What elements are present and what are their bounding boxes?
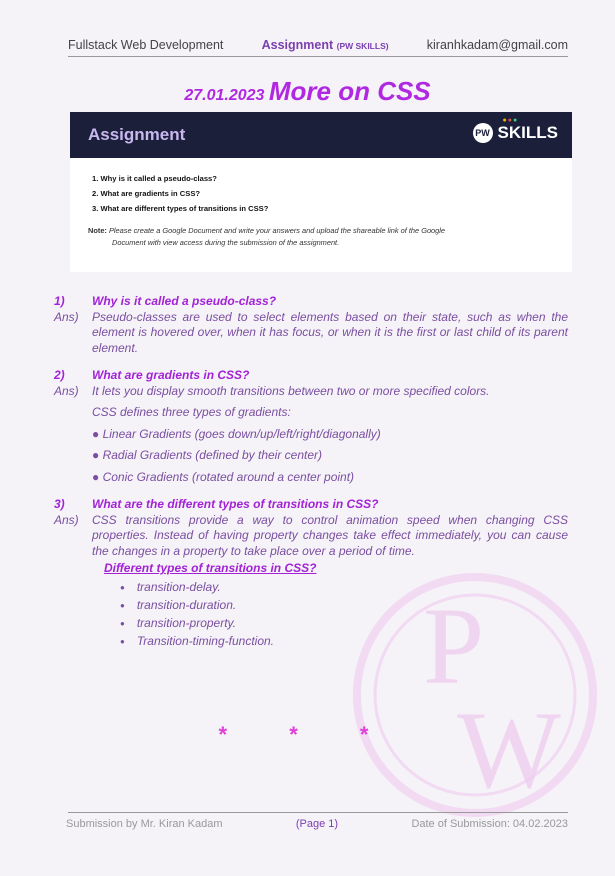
submitted-by: Submission by Mr. Kiran Kadam (66, 818, 223, 830)
transitions-list (54, 579, 568, 651)
list-item: ● transition-duration. (120, 597, 568, 615)
card-heading: Assignment (88, 125, 186, 144)
list-item: ● Radial Gradients (defined by their center) (92, 448, 323, 462)
author-email: kiranhkadam@gmail.com (426, 38, 568, 52)
course-name: Fullstack Web Development (68, 38, 224, 52)
note-line-2: Document with view access during the submission of the assignment. (112, 238, 340, 247)
page-title (0, 76, 615, 107)
transitions-subheading: Different types of transitions in CSS? (104, 561, 317, 575)
question-heading: 1) Why is it called a pseudo-class? (54, 294, 277, 308)
answer-section-2 (54, 368, 568, 485)
list-item: ● Linear Gradients (goes down/up/left/right/diagonally) (92, 426, 381, 441)
note-label: Note: (88, 226, 107, 235)
question-item: 3. What are different types of transitions in CSS? (92, 204, 269, 213)
page-footer (66, 818, 568, 830)
watermark-letter-w: W (457, 689, 561, 811)
pw-skills-logo (473, 117, 558, 143)
question-heading: 2) What are gradients in CSS? (54, 368, 250, 382)
answer-section-3 (54, 497, 568, 651)
question-item: 1. Why is it called a pseudo-class? (92, 174, 217, 183)
watermark-letter-p: P (423, 585, 485, 707)
assignment-card (70, 112, 572, 272)
answer-section-1 (54, 294, 568, 356)
answer-paragraph: Ans) It lets you display smooth transitions between two or more specified colors. (54, 383, 490, 398)
answers-body (54, 294, 568, 663)
header-divider (68, 56, 568, 57)
pw-badge-icon: PW (473, 123, 493, 143)
question-item: 2. What are gradients in CSS? (92, 189, 201, 198)
list-item: ● Conic Gradients (rotated around a center point) (92, 469, 355, 484)
question-heading: 3) What are the different types of transitions in CSS? (54, 497, 379, 511)
page-number: (Page 1) (295, 818, 339, 830)
question-list (92, 174, 572, 213)
logo-text: SKILLS (497, 123, 558, 142)
footer-divider (68, 812, 568, 813)
list-item: ● Transition-timing-function. (120, 633, 568, 651)
answer-subtext: CSS defines three types of gradients: (92, 405, 291, 419)
card-note (88, 225, 558, 249)
section-separator-stars: * * * (218, 722, 397, 747)
list-item: ● transition-property. (120, 615, 568, 633)
dots-icon: ●●● (502, 117, 519, 124)
title-text: More on CSS (268, 76, 431, 106)
answer-paragraph: Ans) Pseudo-classes are used to select elements based on their state, such as when the element is hovered over, when it has focus, or when it is the first or last child of its parent element. (54, 309, 568, 355)
answer-paragraph: Ans) CSS transitions provide a way to control animation speed when changing CSS properties. Instead of having property changes take effect immediately, you can cause the changes in a property to take place over a period of time. (54, 512, 568, 558)
note-line-1: Please create a Google Document and write your answers and upload the shareable link of the Google (108, 226, 446, 235)
submission-date: Date of Submission: 04.02.2023 (411, 818, 568, 830)
page-header (68, 38, 568, 52)
assignment-label: Assignment (PW SKILLS) (261, 38, 389, 52)
card-banner (70, 112, 572, 158)
list-item: ● transition-delay. (120, 579, 568, 597)
title-date: 27.01.2023 (184, 87, 265, 104)
